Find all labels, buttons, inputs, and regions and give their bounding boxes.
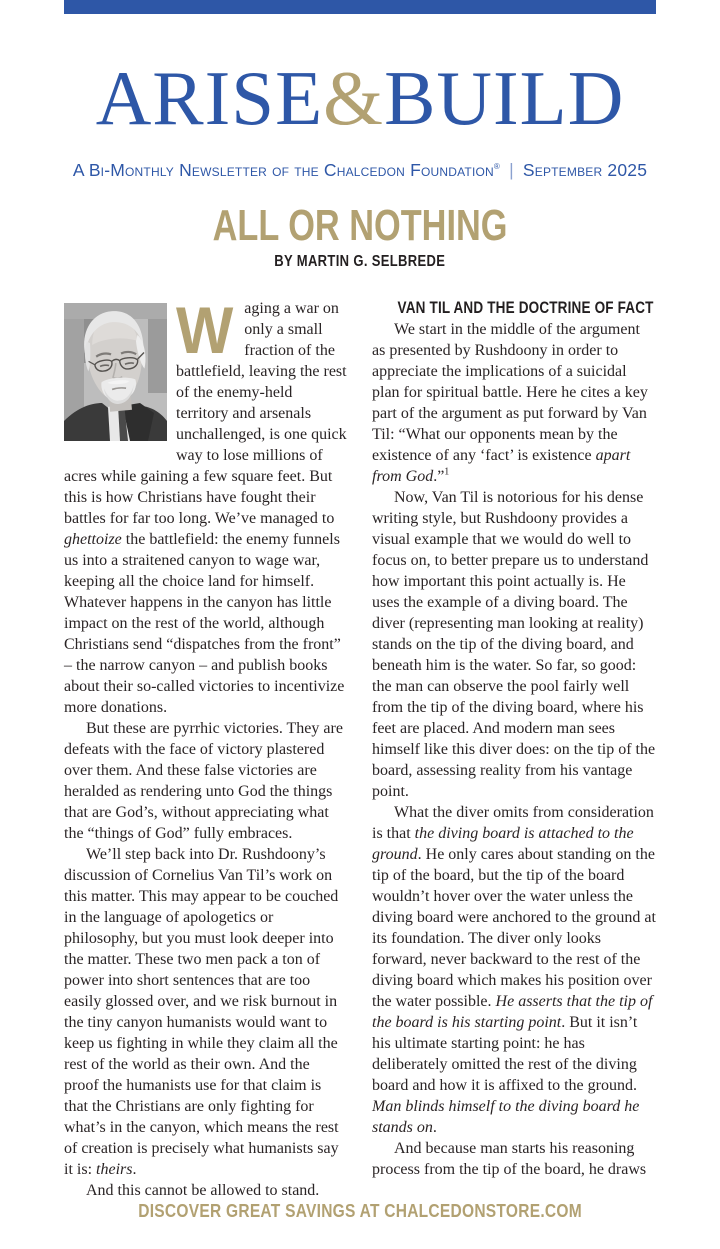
text-run: aging a war on only a small fraction of the battlefield, leaving the rest of the enemy-held territory and arsenals unchallenged, is one quick way to lose millions of acres while gaining a few square feet. But this is how Christians have fought their battles for far too long. We’ve managed to [64, 300, 347, 527]
paragraph [372, 802, 656, 1138]
issue-date: September 2025 [522, 160, 648, 180]
masthead-word-build: BUILD [384, 55, 625, 141]
paragraph [372, 487, 656, 802]
article-byline: BY MARTIN G. SELBREDE [274, 253, 446, 270]
masthead-word-arise: ARISE [95, 55, 324, 141]
subtitle-separator: | [509, 160, 514, 180]
top-accent-bar [64, 0, 656, 14]
paragraph [64, 718, 348, 844]
text-run: We’ll step back into Dr. Rushdoony’s discussion of Cornelius Van Til’s work on this matter. This may appear to be couched in the language of apologetics or philosophy, but you must look deeper into the matter. These two men pack a ton of power into short sentences that are too easily glossed over, and we risk burnout in the tiny canyon humanists would want to keep us fighting in while they claim all the rest of the world as their own. And the proof the humanists use for that claim is that the Christians are only fighting for what’s in the canyon, which means the rest of creation is precisely what humanists say it is: [64, 846, 339, 1178]
text-run: .” [433, 468, 445, 485]
text-run: ghettoize [64, 531, 122, 548]
text-run: apart from God [372, 447, 631, 485]
text-run: We start in the middle of the argument as presented by Rushdoony in order to appreciate the implications of a suicidal plan for spiritual battle. Here he cites a key part of the argument as put forward by Van Til: “What our opponents mean by the existence of any ‘fact’ is existence [372, 321, 648, 464]
text-run: the diving board is attached to the ground [372, 825, 634, 863]
text-run: Man blinds himself to the diving board he stands on [372, 1098, 640, 1136]
drop-cap: W [176, 293, 234, 367]
left-column [64, 293, 348, 1201]
portrait-photo-graphic [64, 303, 167, 441]
text-run: What the diver omits from consideration is that [372, 804, 654, 842]
text-run: . He only cares about standing on the tip of the board, but the tip of the board wouldn’t hover over the water unless the diving board were anchored to the ground at its foundation. The diver only looks forward, never backward to the rest of the diving board which makes his position over the water possible. [372, 846, 656, 1010]
paragraph [372, 319, 656, 487]
article-title: ALL OR NOTHING [212, 201, 508, 250]
subtitle-text: A Bi-Monthly Newsletter of the Chalcedon Foundation [72, 160, 494, 180]
text-run: Now, Van Til is notorious for his dense writing style, but Rushdoony provides a visual example that we would do well to focus on, to better prepare us to understand how important this point actually is. He uses the example of a diving board. The diver (representing man looking at reality) stands on the tip of the diving board, and beneath him is the water. So far, so good: the man can observe the pool fairly well from the tip of the diving board, where his feet are placed. And modern man sees himself like this diver does: on the tip of the board, assessing reality from his vantage point. [372, 489, 656, 800]
paragraph [64, 1180, 348, 1201]
text-run: . But it isn’t his ultimate starting point: he has deliberately omitted the rest of the diving board and how it is affixed to the ground. [372, 1014, 638, 1094]
text-run: But these are pyrrhic victories. They are defeats with the face of victory plastered over them. And these false victories are heralded as rendering unto God the things that are God’s, without appreciating what the “things of God” fully embraces. [64, 720, 343, 842]
paragraph [372, 1138, 656, 1180]
text-run: He asserts that the tip of the board is his starting point [372, 993, 653, 1031]
masthead [64, 48, 656, 148]
newsletter-subtitle [64, 160, 656, 181]
store-promo-banner: DISCOVER GREAT SAVINGS AT CHALCEDONSTORE.COM [138, 1200, 582, 1221]
section-heading: VAN TIL AND THE DOCTRINE OF FACT [397, 299, 654, 317]
text-run: And this cannot be allowed to stand. [86, 1182, 320, 1199]
registered-mark: ® [493, 162, 500, 172]
text-run: the battlefield: the enemy funnels us into a straitened canyon to wage war, keeping all the choice land for himself. Whatever happens in the canyon has little impact on the rest of the world, although Christians send “dispatches from the front” – the narrow canyon – and publish books about their so-called victories to incentivize more donations. [64, 531, 345, 716]
footnote-ref: 1 [444, 466, 450, 478]
text-run: . [432, 1119, 437, 1136]
author-photo [64, 303, 167, 441]
text-run: . [132, 1161, 137, 1178]
article-body [64, 293, 656, 1201]
masthead-ampersand: & [323, 55, 385, 141]
text-run: And because man starts his reasoning process from the tip of the board, he draws [372, 1140, 647, 1178]
text-run: theirs [96, 1161, 133, 1178]
paragraph [64, 844, 348, 1180]
right-column [372, 298, 656, 1201]
